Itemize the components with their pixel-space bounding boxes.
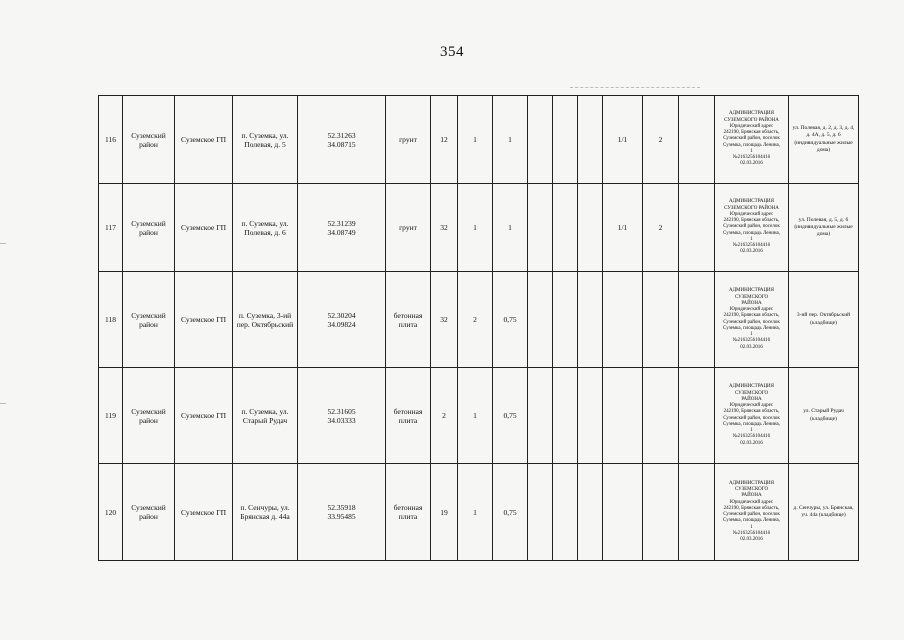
empty-cell [679,464,715,561]
surface-cell: бетонная плита [386,368,431,464]
empty-cell [679,368,715,464]
owner-admin-line: Суземка, площадь Ленина, [722,421,781,427]
settlement-cell: Суземское ГП [175,368,233,464]
owner-admin-line: Суземка, площадь Ленина, [722,142,781,148]
table-row [99,272,859,368]
coordinates-cell [298,464,386,561]
empty-cell [578,184,603,272]
owner-admin-line: №2163256104416 [732,434,771,440]
coordinate-latitude: 52.31605 [327,406,356,416]
scan-artifact [570,87,700,88]
owner-admin-line: 242190, Брянская область, [723,130,780,136]
surface-cell: бетонная плита [386,272,431,368]
volume-cell: 1 [493,184,528,272]
container-count-cell: 2 [643,96,679,184]
district-cell: Суземский район [123,184,175,272]
address-cell: п. Сенчуры, ул. Брянская д. 44а [233,464,298,561]
owner-admin-line: АДМИНИСТРАЦИЯ [729,384,774,390]
page-number: 354 [440,44,464,60]
owner-admin-cell [715,96,789,184]
coordinate-longitude: 34.03333 [327,415,356,425]
empty-cell [528,96,553,184]
volume-cell: 1 [493,96,528,184]
district-cell: Суземский район [123,368,175,464]
coordinate-longitude: 34.08715 [327,139,356,149]
scan-artifact [0,243,6,244]
coordinate-longitude: 34.09824 [327,319,356,329]
volume-cell: 0,75 [493,464,528,561]
owner-admin-cell [715,272,789,368]
row-number: 118 [99,272,123,368]
row-number: 119 [99,368,123,464]
count-cell: 1 [458,184,493,272]
owner-admin-line: Юридический адрес [729,499,774,505]
owner-admin-line: №2163256104416 [732,155,771,161]
area-cell: 32 [431,272,458,368]
owner-admin-line: Суземский район, поселок [723,512,780,517]
address-cell: п. Суземка, 3-ий пер. Октябрьский [233,272,298,368]
owner-admin-line: Юридический адрес [729,211,774,217]
empty-cell [553,368,578,464]
empty-cell [553,184,578,272]
owner-admin-line: АДМИНИСТРАЦИЯ [729,480,774,486]
empty-cell [578,368,603,464]
count-cell: 1 [458,464,493,561]
owner-admin-line: СУЗЕМСКОГО [734,487,769,492]
owner-admin-line: 1 [750,332,753,337]
owner-admin-line: Юридический адрес [729,403,774,408]
empty-cell [578,96,603,184]
owner-admin-line: АДМИНИСТРАЦИЯ [729,288,774,294]
empty-cell [578,464,603,561]
owner-admin-line: АДМИНИСТРАЦИЯ СУЗЕМСКОГО РАЙОНА [724,199,779,211]
owner-admin-line: 1 [750,236,753,242]
container-ratio-cell: 1/1 [603,184,643,272]
count-cell: 1 [458,368,493,464]
owner-admin-line: СУЗЕМСКОГО [734,390,769,396]
owner-admin-line: Юридический адрес [729,123,774,129]
empty-cell [528,272,553,368]
empty-cell [553,272,578,368]
row-number: 120 [99,464,123,561]
area-cell: 12 [431,96,458,184]
owner-admin-line: Юридический адрес [729,307,774,312]
row-number: 117 [99,184,123,272]
row-number: 116 [99,96,123,184]
served-objects-cell: ул. Полевая, д. 2, д. 3, д. 4, д. 4А, д. 5, д. 6 (индивидуальные жилые дома) [789,96,859,184]
address-cell: п. Суземка, ул. Старый Рудач [233,368,298,464]
settlement-cell: Суземское ГП [175,96,233,184]
owner-admin-line: Суземский район, поселок [723,319,780,325]
scan-artifact [0,403,6,404]
owner-admin-line: №2163256104416 [732,530,771,536]
surface-cell: бетонная плита [386,464,431,561]
district-cell: Суземский район [123,272,175,368]
owner-admin-line: 1 [750,148,753,154]
coordinate-latitude: 52.31263 [327,130,356,140]
volume-cell: 0,75 [493,368,528,464]
owner-admin-line: АДМИНИСТРАЦИЯ СУЗЕМСКОГО РАЙОНА [724,111,779,123]
owner-admin-line: СУЗЕМСКОГО [734,294,769,300]
coordinate-latitude: 52.31239 [327,218,356,228]
owner-admin-line: РАЙОНА [741,300,762,306]
owner-admin-line: Суземка, площадь Ленина, [722,518,781,524]
served-objects-cell: д. Сенчуры, ул. Брянская, уч. 44а (кладбище) [789,464,859,561]
served-objects-cell: 3-ий пер. Октябрьский (кладбище) [789,272,859,368]
owner-admin-line: 242190, Брянская область, [723,409,780,415]
owner-admin-line: РАЙОНА [741,396,762,402]
owner-admin-line: РАЙОНА [741,493,762,499]
owner-admin-line: №2163256104416 [732,338,771,344]
surface-cell: грунт [386,184,431,272]
empty-cell [679,96,715,184]
owner-admin-line: 02.03.2016 [740,249,763,255]
owner-admin-line: 242190, Брянская область, [723,505,780,511]
coordinate-latitude: 52.30204 [327,310,356,320]
table-row [99,464,859,561]
owner-admin-cell [715,368,789,464]
owner-admin-cell [715,464,789,561]
owner-admin-line: 02.03.2016 [740,537,763,542]
registry-table [98,95,859,561]
settlement-cell: Суземское ГП [175,272,233,368]
served-objects-cell: ул. Полевая, д. 5, д. 6 (индивидуальные жилые дома) [789,184,859,272]
count-cell: 2 [458,272,493,368]
owner-admin-line: 1 [750,428,753,433]
settlement-cell: Суземское ГП [175,184,233,272]
address-cell: п. Суземка, ул. Полевая, д. 5 [233,96,298,184]
owner-admin-line: 242190, Брянская область, [723,218,780,224]
owner-admin-line: Суземка, площадь Ленина, [722,325,781,331]
settlement-cell: Суземское ГП [175,464,233,561]
owner-admin-cell [715,184,789,272]
coordinates-cell [298,184,386,272]
empty-cell [528,368,553,464]
area-cell: 32 [431,184,458,272]
coordinates-cell [298,272,386,368]
owner-admin-line: 1 [750,524,753,530]
volume-cell: 0,75 [493,272,528,368]
area-cell: 19 [431,464,458,561]
empty-cell [553,96,578,184]
container-ratio-cell [603,368,643,464]
owner-admin-line: Суземский район, поселок [723,415,780,421]
coordinates-cell [298,96,386,184]
count-cell: 1 [458,96,493,184]
owner-admin-line: Суземский район, поселок [723,136,780,142]
table-row [99,96,859,184]
district-cell: Суземский район [123,464,175,561]
empty-cell [553,464,578,561]
address-cell: п. Суземка, ул. Полевая, д. 6 [233,184,298,272]
served-objects-cell: ул. Старый Рудач (кладбище) [789,368,859,464]
owner-admin-line: 242190, Брянская область, [723,313,780,319]
surface-cell: грунт [386,96,431,184]
table-body [99,96,859,561]
container-ratio-cell [603,464,643,561]
district-cell: Суземский район [123,96,175,184]
empty-cell [679,184,715,272]
container-ratio-cell: 1/1 [603,96,643,184]
coordinate-latitude: 52.35918 [327,503,356,512]
coordinate-longitude: 33.95485 [327,512,356,521]
coordinates-cell [298,368,386,464]
container-count-cell [643,464,679,561]
table-row [99,368,859,464]
owner-admin-line: Суземский район, поселок [723,224,780,230]
container-count-cell [643,368,679,464]
empty-cell [528,184,553,272]
empty-cell [528,464,553,561]
container-count-cell: 2 [643,184,679,272]
owner-admin-line: 02.03.2016 [740,161,763,167]
owner-admin-line: 02.03.2016 [740,440,763,446]
area-cell: 2 [431,368,458,464]
table-row [99,184,859,272]
owner-admin-line: 02.03.2016 [740,344,763,350]
container-ratio-cell [603,272,643,368]
coordinate-longitude: 34.08749 [327,227,356,237]
empty-cell [679,272,715,368]
owner-admin-line: №2163256104416 [732,243,771,249]
empty-cell [578,272,603,368]
owner-admin-line: Суземка, площадь Ленина, [722,230,781,236]
container-count-cell [643,272,679,368]
